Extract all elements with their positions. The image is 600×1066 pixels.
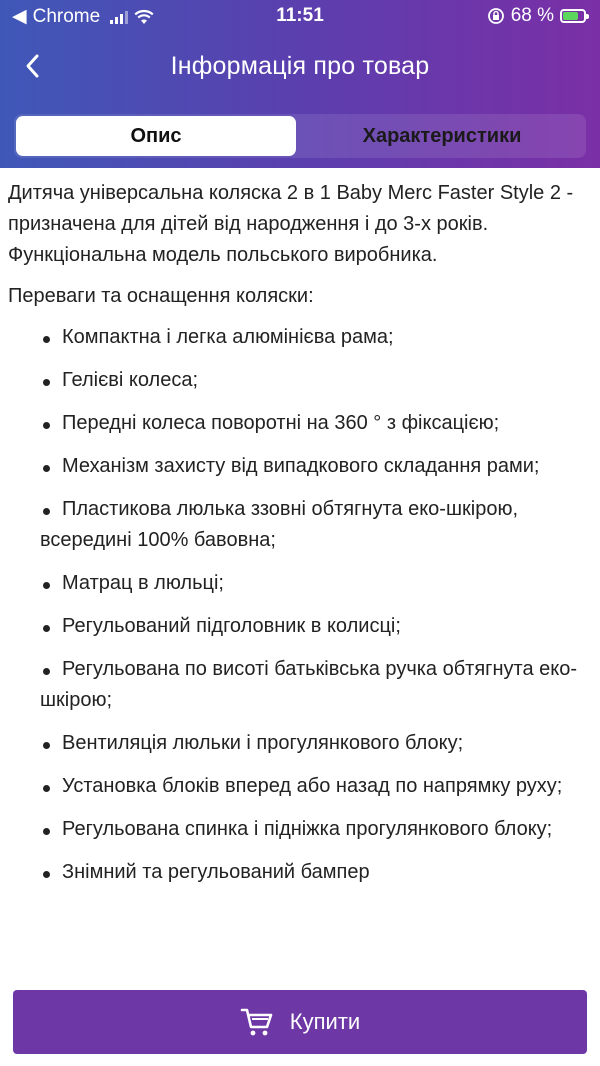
list-item: Пластикова люлька ззовні обтягнута еко-шкірою, всередині 100% бавовна; — [8, 494, 588, 556]
status-bar — [0, 0, 600, 34]
buy-button-label: Купити — [289, 1009, 361, 1034]
carrier-label: Chrome — [32, 5, 101, 27]
list-item: Гелієві колеса; — [8, 365, 588, 396]
tab-characteristics[interactable]: Характеристики — [362, 125, 522, 147]
back-to-app-icon[interactable]: ◀ — [12, 6, 27, 27]
list-item: Вентиляція люльки і прогулянкового блоку; — [8, 728, 588, 759]
description-content — [8, 178, 588, 978]
features-list — [8, 322, 588, 888]
description-intro: Дитяча універсальна коляска 2 в 1 Baby Merc Faster Style 2 - призначена для дітей від народження і до 3-х років. Функціональна модель польського виробника. — [8, 182, 574, 266]
status-right — [487, 5, 586, 27]
tab-description[interactable]: Опис — [16, 116, 296, 156]
tab-bar — [14, 114, 586, 158]
page-title: Інформація про товар — [170, 52, 430, 80]
list-item: Компактна і легка алюмінієва рама; — [8, 322, 588, 353]
list-item: Знімний та регульований бампер — [8, 857, 588, 888]
list-item: Установка блоків вперед або назад по напрямку руху; — [8, 771, 588, 802]
battery-icon — [560, 9, 586, 23]
header — [0, 0, 600, 168]
nav-bar — [0, 34, 600, 104]
clock: 11:51 — [276, 5, 324, 26]
list-item: Матрац в люльці; — [8, 568, 588, 599]
list-item: Механізм захисту від випадкового складання рами; — [8, 451, 588, 482]
buy-button[interactable] — [13, 990, 587, 1054]
battery-level — [563, 12, 578, 20]
features-heading: Переваги та оснащення коляски: — [8, 285, 314, 307]
list-item: Регульований підголовник в колисці; — [8, 611, 588, 642]
battery-percent: 68 % — [510, 5, 554, 26]
list-item: Передні колеса поворотні на 360 ° з фіксацією; — [8, 408, 588, 439]
list-item: Регульована спинка і підніжка прогулянкового блоку; — [8, 814, 588, 845]
buy-bar — [0, 978, 600, 1066]
list-item: Регульована по висоті батьківська ручка обтягнута еко-шкірою; — [8, 654, 588, 716]
cart-icon — [240, 1007, 274, 1037]
orientation-lock-icon — [487, 7, 505, 25]
